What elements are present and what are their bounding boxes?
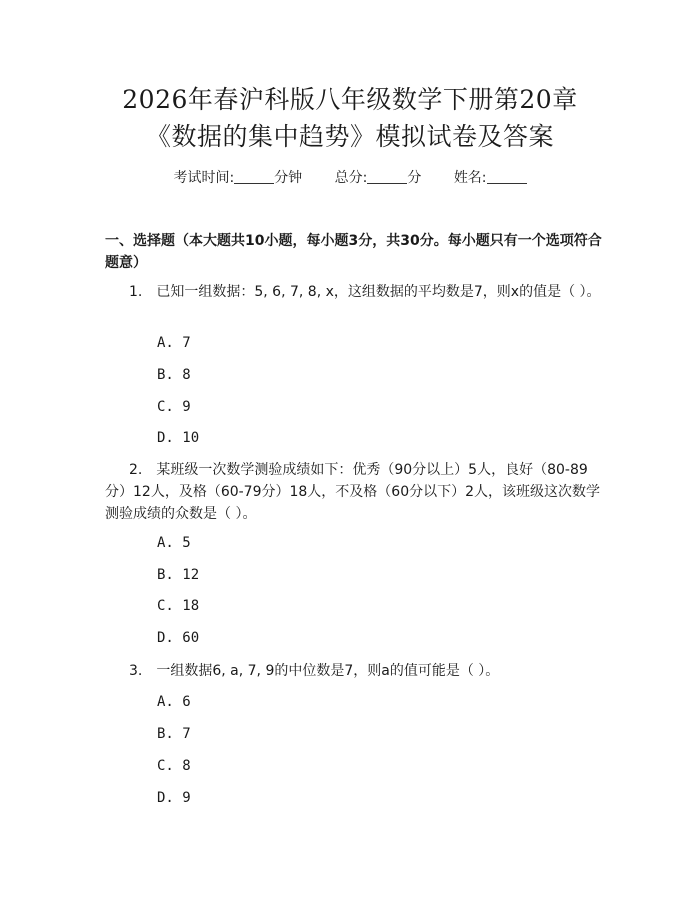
question-text: 一组数据6, a, 7, 9的中位数是7，则a的值可能是（ ）。 <box>156 663 500 679</box>
exam-time-field <box>173 170 306 186</box>
option-c: C. 8 <box>157 758 191 774</box>
total-score-label: 总分: <box>334 170 368 186</box>
question-3 <box>105 660 605 682</box>
total-score-field <box>335 170 426 186</box>
exam-meta <box>0 168 700 188</box>
student-name-field <box>454 170 527 186</box>
option-d: D. 10 <box>157 430 200 446</box>
student-name-blank <box>487 169 527 184</box>
question-number: 2. <box>129 462 143 478</box>
option-b: B. 8 <box>157 367 191 383</box>
section-heading: 一、选择题（本大题共10小题，每小题3分，共30分。每小题只有一个选项符合题意） <box>105 233 602 271</box>
title-line-2: 《数据的集中趋势》模拟试卷及答案 <box>145 122 554 151</box>
option-c: C. 18 <box>157 598 200 614</box>
total-score-unit: 分 <box>407 170 422 186</box>
exam-time-blank <box>234 169 274 184</box>
option-c: C. 9 <box>157 399 191 415</box>
exam-time-unit: 分钟 <box>274 170 303 186</box>
option-d: D. 9 <box>157 790 191 806</box>
question-number: 3. <box>129 663 143 679</box>
option-b: B. 12 <box>157 567 200 583</box>
student-name-label: 姓名: <box>453 170 487 186</box>
question-1 <box>105 281 605 303</box>
option-a: A. 7 <box>157 335 191 351</box>
question-text: 已知一组数据：5, 6, 7, 8, x，这组数据的平均数是7，则x的值是（ ）。 <box>156 284 601 300</box>
exam-time-label: 考试时间: <box>173 170 235 186</box>
title-line-1: 2026年春沪科版八年级数学下册第20章 <box>122 85 578 114</box>
option-b: B. 7 <box>157 726 191 742</box>
option-d: D. 60 <box>157 630 200 646</box>
question-2 <box>105 459 605 525</box>
option-a: A. 6 <box>157 694 191 710</box>
question-number: 1. <box>129 284 143 300</box>
option-a: A. 5 <box>157 535 191 551</box>
question-text: 某班级一次数学测验成绩如下：优秀（90分以上）5人，良好（80-89分）12人，及格（60-79分）18人，不及格（60分以下）2人，该班级这次数学测验成绩的众数是（ ）。 <box>105 462 601 522</box>
total-score-blank <box>367 169 407 184</box>
